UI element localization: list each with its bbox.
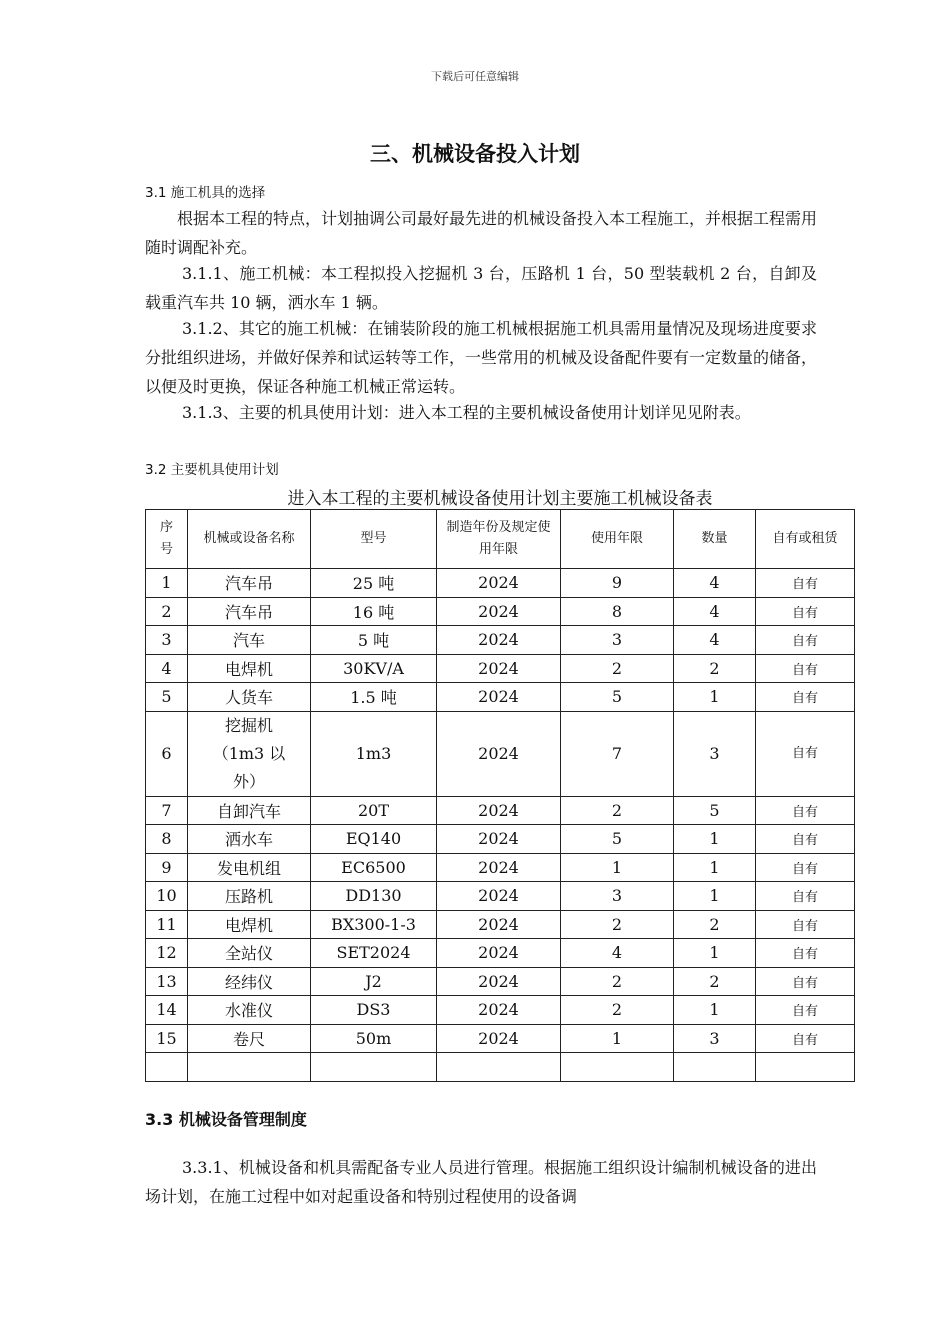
cell-own: 自有 — [756, 825, 855, 854]
page-title: 三、机械设备投入计划 — [370, 142, 580, 166]
cell-life: 9 — [561, 569, 674, 598]
cell-no: 13 — [146, 967, 188, 996]
cell-life: 1 — [561, 1024, 674, 1053]
col-header-no: 序号 — [146, 510, 188, 569]
cell-own: 自有 — [756, 967, 855, 996]
cell-name: 人货车 — [188, 683, 311, 712]
cell-no: 1 — [146, 569, 188, 598]
cell-life: 5 — [561, 683, 674, 712]
cell-name: 挖掘机（1m3 以外） — [188, 711, 311, 796]
table-row — [146, 910, 855, 939]
cell-name: 经纬仪 — [188, 967, 311, 996]
cell-qty: 4 — [674, 597, 756, 626]
table-caption: 进入本工程的主要机械设备使用计划主要施工机械设备表 — [287, 489, 713, 509]
cell-model: 1.5 吨 — [311, 683, 437, 712]
cell-no: 15 — [146, 1024, 188, 1053]
cell-no: 7 — [146, 796, 188, 825]
cell-model: EC6500 — [311, 853, 437, 882]
cell-model: 30KV/A — [311, 654, 437, 683]
cell-qty: 1 — [674, 882, 756, 911]
cell-qty: 5 — [674, 796, 756, 825]
table-row — [146, 683, 855, 712]
cell-model: J2 — [311, 967, 437, 996]
cell-name: 发电机组 — [188, 853, 311, 882]
cell-life: 1 — [561, 853, 674, 882]
table-row — [146, 654, 855, 683]
cell-qty: 1 — [674, 996, 756, 1025]
cell-no: 2 — [146, 597, 188, 626]
cell-name: 电焊机 — [188, 910, 311, 939]
cell-qty: 1 — [674, 853, 756, 882]
cell-name: 汽车吊 — [188, 597, 311, 626]
table-row — [146, 1024, 855, 1053]
cell-own: 自有 — [756, 796, 855, 825]
cell-life: 5 — [561, 825, 674, 854]
cell-no: 12 — [146, 939, 188, 968]
cell-no: 14 — [146, 996, 188, 1025]
cell-year: 2024 — [437, 626, 561, 655]
cell-model: BX300-1-3 — [311, 910, 437, 939]
cell-year: 2024 — [437, 910, 561, 939]
cell-life: 2 — [561, 796, 674, 825]
table-row — [146, 996, 855, 1025]
cell-qty: 2 — [674, 910, 756, 939]
cell-life: 3 — [561, 626, 674, 655]
cell-life: 2 — [561, 654, 674, 683]
cell-life: 2 — [561, 967, 674, 996]
cell-no: 8 — [146, 825, 188, 854]
cell-no: 4 — [146, 654, 188, 683]
cell-no: 5 — [146, 683, 188, 712]
empty-cell — [188, 1053, 311, 1082]
paragraph-3-1-1: 3.1.1、施工机械：本工程拟投入挖掘机 3 台，压路机 1 台，50 型装载机 2 台，自卸及载重汽车共 10 辆，洒水车 1 辆。 — [145, 264, 817, 312]
cell-name: 汽车 — [188, 626, 311, 655]
table-header-row — [146, 510, 855, 569]
empty-cell — [561, 1053, 674, 1082]
cell-own: 自有 — [756, 597, 855, 626]
table-row — [146, 796, 855, 825]
cell-life: 7 — [561, 711, 674, 796]
table-row — [146, 939, 855, 968]
cell-name: 全站仪 — [188, 939, 311, 968]
table-row-empty — [146, 1053, 855, 1082]
cell-year: 2024 — [437, 796, 561, 825]
cell-model: 25 吨 — [311, 569, 437, 598]
cell-model: 20T — [311, 796, 437, 825]
table-row — [146, 882, 855, 911]
cell-no: 9 — [146, 853, 188, 882]
cell-no: 3 — [146, 626, 188, 655]
cell-qty: 1 — [674, 825, 756, 854]
cell-own: 自有 — [756, 910, 855, 939]
col-header-qty: 数量 — [674, 510, 756, 569]
cell-own: 自有 — [756, 939, 855, 968]
table-row — [146, 626, 855, 655]
cell-year: 2024 — [437, 654, 561, 683]
col-header-life: 使用年限 — [561, 510, 674, 569]
cell-model: EQ140 — [311, 825, 437, 854]
cell-own: 自有 — [756, 996, 855, 1025]
paragraph-3-3-1: 3.3.1、机械设备和机具需配备专业人员进行管理。根据施工组织设计编制机械设备的进出场计划，在施工过程中如对起重设备和特别过程使用的设备调 — [145, 1158, 817, 1206]
cell-qty: 4 — [674, 569, 756, 598]
cell-year: 2024 — [437, 882, 561, 911]
cell-year: 2024 — [437, 825, 561, 854]
col-header-name: 机械或设备名称 — [188, 510, 311, 569]
col-header-own: 自有或租赁 — [756, 510, 855, 569]
cell-qty: 2 — [674, 654, 756, 683]
cell-life: 4 — [561, 939, 674, 968]
col-header-year: 制造年份及规定使用年限 — [437, 510, 561, 569]
cell-model: SET2024 — [311, 939, 437, 968]
cell-own: 自有 — [756, 654, 855, 683]
cell-model: 1m3 — [311, 711, 437, 796]
equipment-table — [145, 509, 855, 1082]
col-header-model: 型号 — [311, 510, 437, 569]
empty-cell — [146, 1053, 188, 1082]
cell-name: 卷尺 — [188, 1024, 311, 1053]
table-row — [146, 825, 855, 854]
cell-life: 2 — [561, 910, 674, 939]
paragraph-3-1-2: 3.1.2、其它的施工机械：在铺装阶段的施工机械根据施工机具需用量情况及现场进度要求分批组织进场，并做好保养和试运转等工作，一些常用的机械及设备配件要有一定数量的储备，以便及时更换，保证各种施工机械正常运转。 — [145, 319, 818, 396]
cell-qty: 1 — [674, 683, 756, 712]
cell-name: 汽车吊 — [188, 569, 311, 598]
cell-own: 自有 — [756, 683, 855, 712]
paragraph-3-1-3: 3.1.3、主要的机具使用计划：进入本工程的主要机械设备使用计划详见见附表。 — [182, 403, 751, 422]
cell-year: 2024 — [437, 939, 561, 968]
cell-own: 自有 — [756, 711, 855, 796]
empty-cell — [437, 1053, 561, 1082]
cell-own: 自有 — [756, 626, 855, 655]
section-heading-3-1: 3.1 施工机具的选择 — [145, 185, 266, 201]
table-row — [146, 569, 855, 598]
cell-year: 2024 — [437, 597, 561, 626]
section-heading-3-2: 3.2 主要机具使用计划 — [145, 462, 279, 478]
cell-life: 8 — [561, 597, 674, 626]
table-body — [146, 569, 855, 1082]
cell-own: 自有 — [756, 853, 855, 882]
cell-no: 6 — [146, 711, 188, 796]
cell-model: DS3 — [311, 996, 437, 1025]
section-heading-3-3: 3.3 机械设备管理制度 — [145, 1110, 307, 1129]
table-row — [146, 853, 855, 882]
cell-name: 洒水车 — [188, 825, 311, 854]
cell-year: 2024 — [437, 569, 561, 598]
cell-model: 16 吨 — [311, 597, 437, 626]
cell-year: 2024 — [437, 996, 561, 1025]
cell-name: 电焊机 — [188, 654, 311, 683]
cell-year: 2024 — [437, 853, 561, 882]
cell-year: 2024 — [437, 967, 561, 996]
paragraph-intro: 根据本工程的特点，计划抽调公司最好最先进的机械设备投入本工程施工，并根据工程需用随时调配补充。 — [145, 209, 818, 257]
cell-model: 5 吨 — [311, 626, 437, 655]
cell-name: 压路机 — [188, 882, 311, 911]
cell-life: 3 — [561, 882, 674, 911]
table-row — [146, 967, 855, 996]
cell-model: DD130 — [311, 882, 437, 911]
table-row — [146, 711, 855, 796]
cell-qty: 3 — [674, 711, 756, 796]
cell-own: 自有 — [756, 1024, 855, 1053]
cell-no: 10 — [146, 882, 188, 911]
cell-life: 2 — [561, 996, 674, 1025]
cell-name: 水准仪 — [188, 996, 311, 1025]
cell-year: 2024 — [437, 711, 561, 796]
empty-cell — [311, 1053, 437, 1082]
empty-cell — [756, 1053, 855, 1082]
empty-cell — [674, 1053, 756, 1082]
header-note: 下载后可任意编辑 — [431, 70, 519, 83]
cell-no: 11 — [146, 910, 188, 939]
cell-qty: 4 — [674, 626, 756, 655]
cell-qty: 1 — [674, 939, 756, 968]
cell-own: 自有 — [756, 569, 855, 598]
cell-qty: 3 — [674, 1024, 756, 1053]
table-row — [146, 597, 855, 626]
cell-own: 自有 — [756, 882, 855, 911]
cell-year: 2024 — [437, 683, 561, 712]
cell-name: 自卸汽车 — [188, 796, 311, 825]
cell-year: 2024 — [437, 1024, 561, 1053]
cell-model: 50m — [311, 1024, 437, 1053]
cell-qty: 2 — [674, 967, 756, 996]
